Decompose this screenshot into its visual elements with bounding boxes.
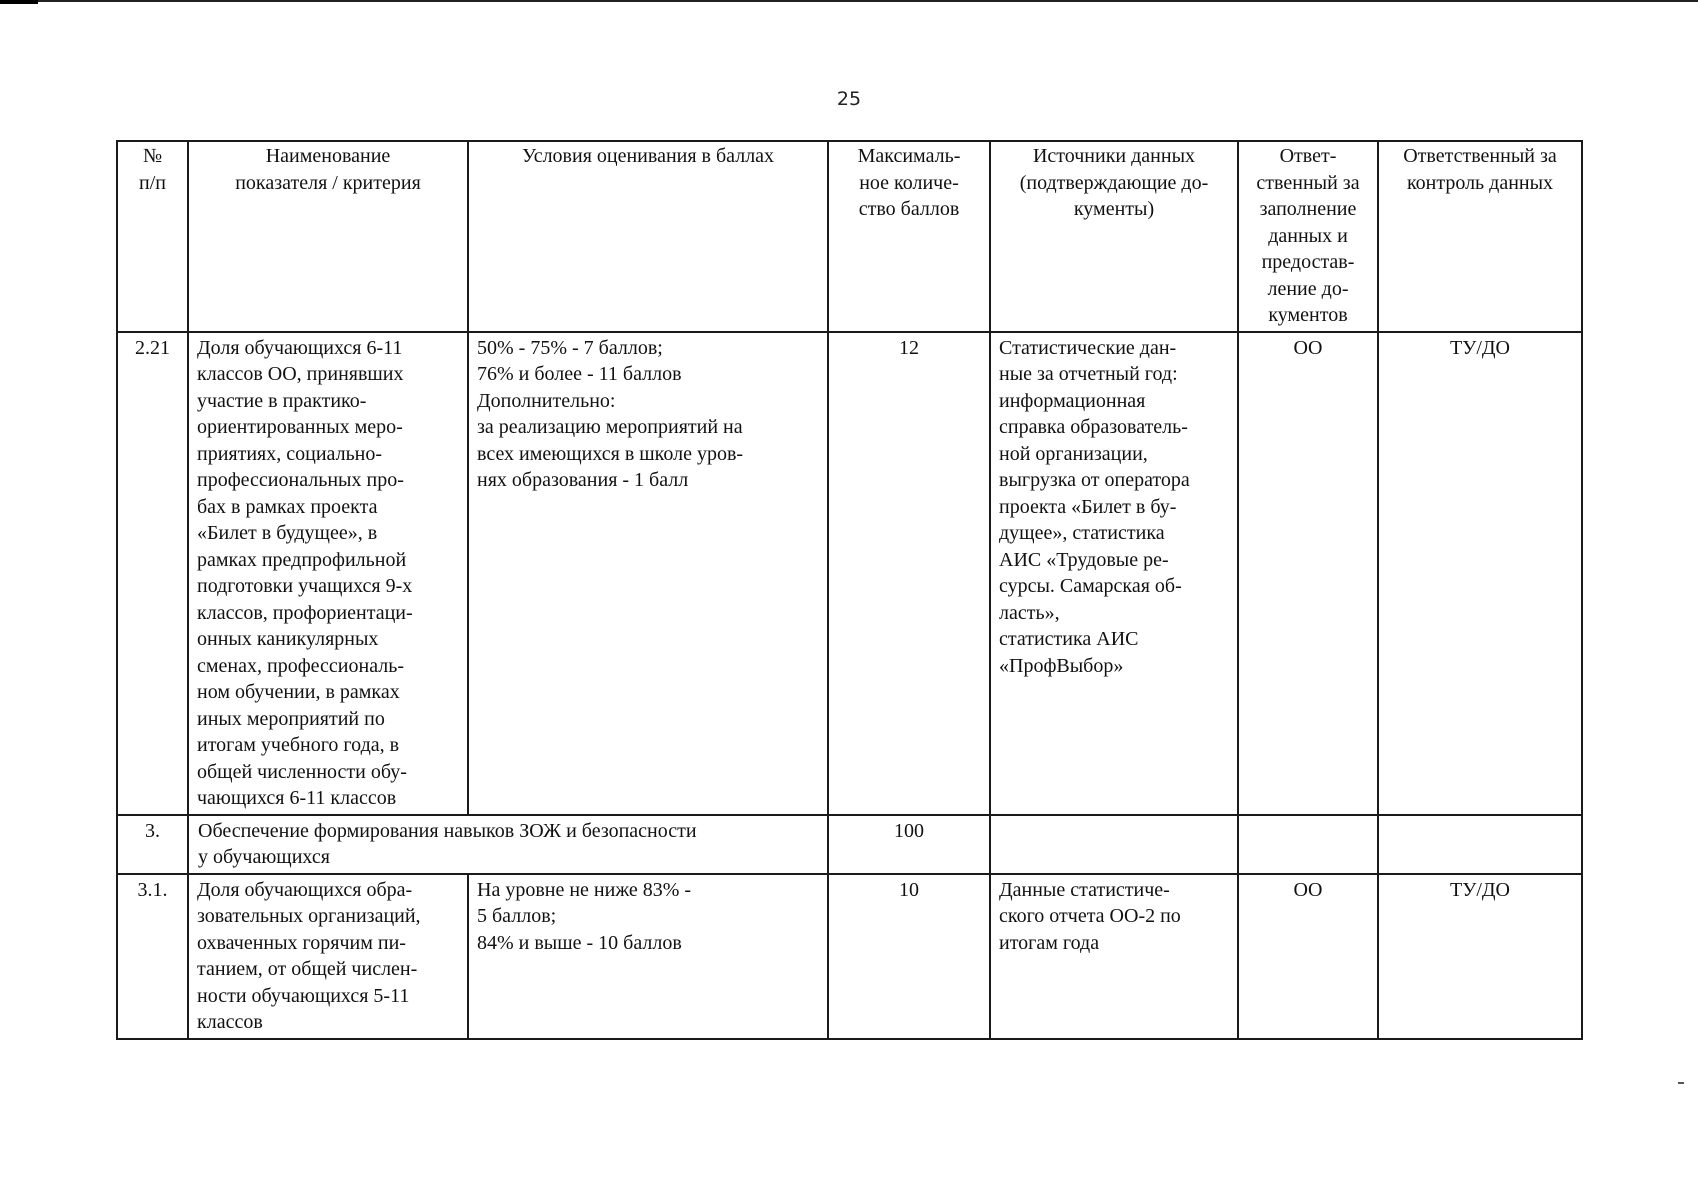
page-number: 25 <box>836 88 862 110</box>
row-responsible-control: ТУ/ДО <box>1378 332 1582 815</box>
header-number: № п/п <box>117 141 188 332</box>
section-max-points: 100 <box>828 815 990 874</box>
row-data-sources: Статистические дан- ные за отчетный год: информационная справка образователь- ной организации, выгрузка от оператора проекта «Билет в бу- дущее», статистика АИС «Трудовые ре- сурсы. Самарская об- ласть», статистика АИС «ПрофВыбор» <box>990 332 1238 815</box>
row-indicator-name: Доля обучающихся обра- зовательных организаций, охваченных горячим пи- танием, от общей числен- ности обучающихся 5-11 классов <box>188 874 468 1039</box>
row-scoring-conditions: 50% - 75% - 7 баллов; 76% и более - 11 баллов Дополнительно: за реализацию мероприятий на всех имеющихся в школе уров- нях образования - 1 балл <box>468 332 828 815</box>
row-responsible-control: ТУ/ДО <box>1378 874 1582 1039</box>
table-header-row <box>117 141 1582 332</box>
scan-artifact <box>1678 1082 1684 1084</box>
header-responsible-control: Ответственный за контроль данных <box>1378 141 1582 332</box>
header-max-points: Максималь- ное количе- ство баллов <box>828 141 990 332</box>
header-responsible-filling: Ответ- ственный за заполнение данных и предостав- ление до- кументов <box>1238 141 1378 332</box>
table-row <box>117 874 1582 1039</box>
row-number: 2.21 <box>117 332 188 815</box>
row-number: 3.1. <box>117 874 188 1039</box>
row-responsible-filling: ОО <box>1238 332 1378 815</box>
page-top-border <box>0 0 1698 2</box>
header-data-sources: Источники данных (подтверждающие до- кументы) <box>990 141 1238 332</box>
row-max-points: 12 <box>828 332 990 815</box>
section-name: Обеспечение формирования навыков ЗОЖ и безопасности у обучающихся <box>188 815 828 874</box>
row-max-points: 10 <box>828 874 990 1039</box>
row-data-sources: Данные статистиче- ского отчета ОО-2 по итогам года <box>990 874 1238 1039</box>
scan-corner-mark <box>0 0 38 4</box>
row-scoring-conditions: На уровне не ниже 83% - 5 баллов; 84% и выше - 10 баллов <box>468 874 828 1039</box>
section-empty-cell <box>990 815 1238 874</box>
section-number: 3. <box>117 815 188 874</box>
row-responsible-filling: ОО <box>1238 874 1378 1039</box>
table-row <box>117 332 1582 815</box>
row-indicator-name: Доля обучающихся 6-11 классов ОО, принявших участие в практико- ориентированных меро- приятиях, социально- профессиональных про- бах в рамках проекта «Билет в будущее», в рамках предпрофильной подготовки учащихся 9-х классов, профориентаци- онных каникулярных сменах, профессиональ- ном обучении, в рамках иных мероприятий по итогам учебного года, в общей численности обу- чающихся 6-11 классов <box>188 332 468 815</box>
section-empty-cell <box>1238 815 1378 874</box>
header-indicator-name: Наименование показателя / критерия <box>188 141 468 332</box>
header-scoring-conditions: Условия оценивания в баллах <box>468 141 828 332</box>
section-empty-cell <box>1378 815 1582 874</box>
criteria-table <box>116 140 1583 1040</box>
section-row <box>117 815 1582 874</box>
